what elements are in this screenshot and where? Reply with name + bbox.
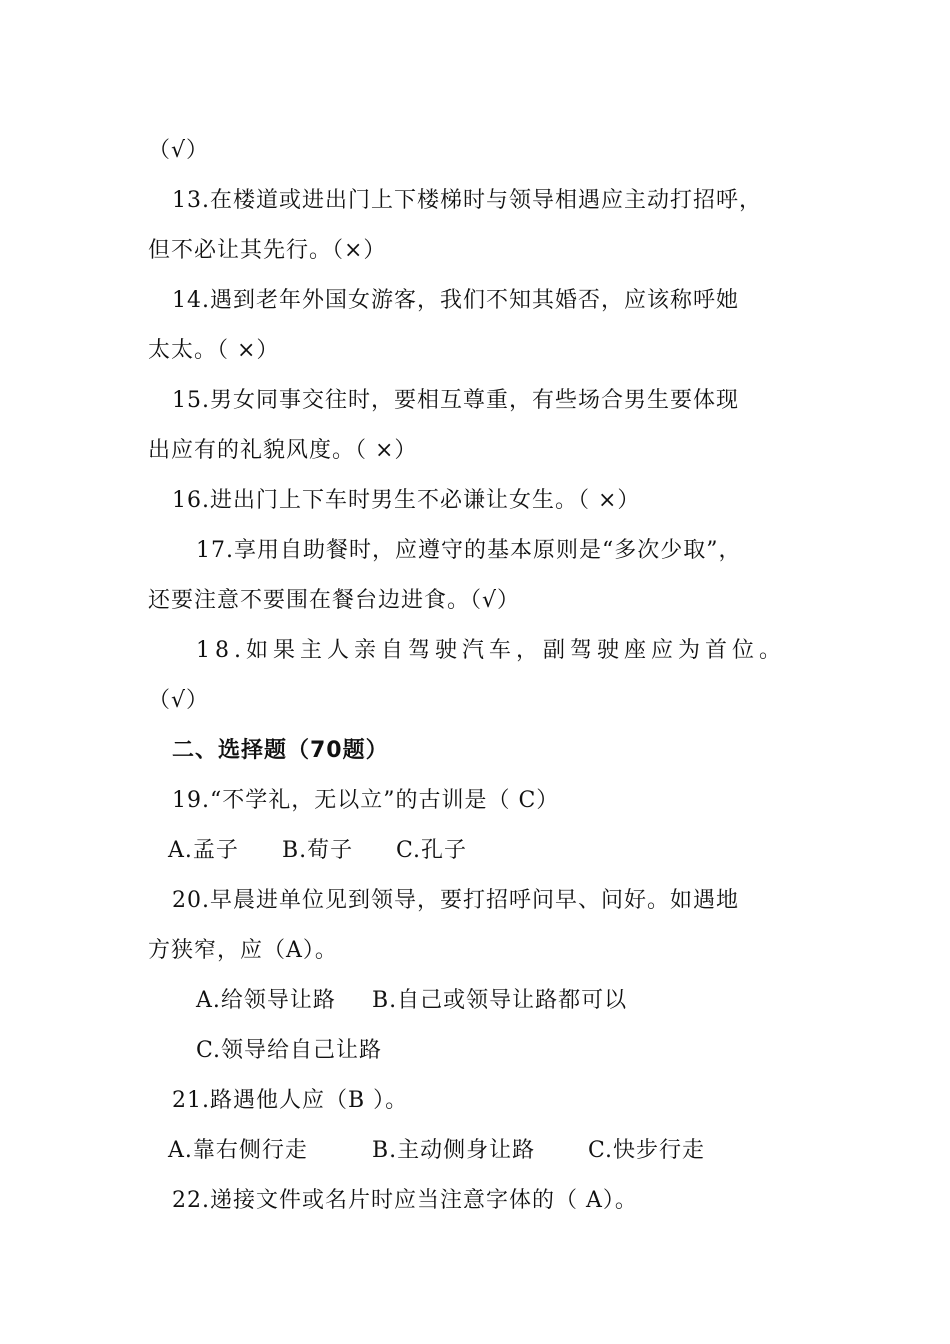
question-20-option-c: C.领导给自己让路 [196,1038,383,1063]
question-19: 19.“不学礼，无以立”的古训是（ C） [172,788,560,813]
question-20-line-1: 20.早晨进单位见到领导，要打招呼问早、问好。如遇地 [172,888,739,913]
question-14-line-1: 14.遇到老年外国女游客，我们不知其婚否，应该称呼她 [172,288,739,313]
question-19-option-b: B.荀子 [282,838,354,863]
question-15-line-2: 出应有的礼貌风度。（ ×） [148,438,418,463]
question-22: 22.递接文件或名片时应当注意字体的（ A）。 [172,1188,638,1213]
question-20-option-b: B.自己或领导让路都可以 [372,988,628,1013]
question-13-line-1: 13.在楼道或进出门上下楼梯时与领导相遇应主动打招呼， [172,188,762,213]
question-16: 16.进出门上下车时男生不必谦让女生。（ ×） [172,488,641,513]
question-21: 21.路遇他人应（B ）。 [172,1088,409,1113]
question-15-line-1: 15.男女同事交往时，要相互尊重，有些场合男生要体现 [172,388,739,413]
question-19-option-a: A.孟子 [168,838,239,863]
question-20-line-2: 方狭窄，应（A）。 [148,938,338,963]
question-21-option-a: A.靠右侧行走 [168,1138,308,1163]
question-19-option-c: C.孔子 [396,838,468,863]
answer-12: （√） [148,138,210,163]
question-17-line-1: 17.享用自助餐时，应遵守的基本原则是“多次少取”， [196,538,742,563]
question-21-option-b: B.主动侧身让路 [372,1138,536,1163]
section-heading: 二、选择题（70题） [172,738,389,763]
question-18-line-2: （√） [148,688,210,713]
question-17-line-2: 还要注意不要围在餐台边进食。（√） [148,588,521,613]
question-18-line-1: 18.如果主人亲自驾驶汽车，副驾驶座应为首位。 [196,638,786,663]
question-21-option-c: C.快步行走 [588,1138,706,1163]
question-13-line-2: 但不必让其先行。（×） [148,238,387,263]
question-14-line-2: 太太。（ ×） [148,338,280,363]
question-20-option-a: A.给领导让路 [196,988,336,1013]
